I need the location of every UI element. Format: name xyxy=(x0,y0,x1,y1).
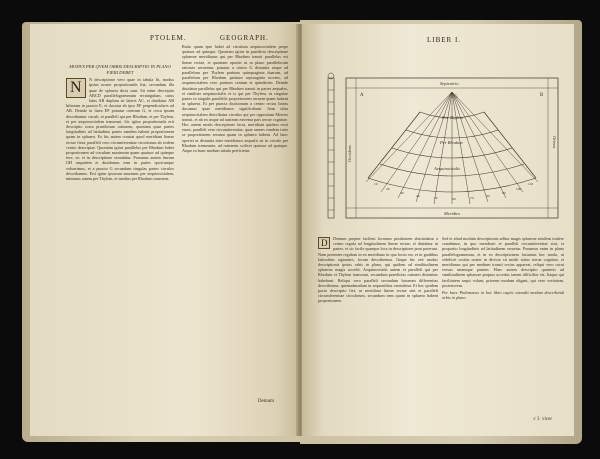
right-column-2-text: Sed et aliud modum descriptionis adhuc magis sphaerae similem tradere conabimur, in quo meridiani et paralleli circumferentiae sint, et proportio longitudinis ad latitudinem seruetur. Ponamus enim in plano parallelogrammum, et in eo descriptionem faciamus hoc modo, ut videlicet oculus noster in directo sit medii totius terrae cognitae, et meridianus qui per medium transit rectus appareat, reliqui vero curui versus utramque partem. Haec autem descriptio quamvis ad similitudinem sphaerae propius accedat, tamen difficilior est. Itaque qui facilitatem sequi volunt, priorem modum eligant, qui vero veritatem, posteriorem. xyxy=(442,236,564,288)
scale-bar xyxy=(328,78,334,218)
svg-text:100: 100 xyxy=(516,187,522,191)
label-meridies: Meridies xyxy=(444,211,460,216)
degree-numbers xyxy=(374,182,533,201)
right-column-2 xyxy=(442,236,564,420)
right-page xyxy=(302,24,574,436)
label-septentrio: Septentrio xyxy=(440,81,459,86)
svg-text:30: 30 xyxy=(400,191,404,195)
right-catchword: vicer xyxy=(542,417,552,422)
left-page xyxy=(30,24,298,436)
dropcap-letter: N xyxy=(70,79,82,97)
marginal-note: Per haec Ptolemaeus in hoc libro capite ostendit modum describendi orbis in plano. xyxy=(442,290,564,301)
label-point-b: B xyxy=(540,93,544,98)
signature-text: c 3 xyxy=(533,417,540,422)
signature-mark xyxy=(534,417,552,422)
svg-text:60: 60 xyxy=(452,197,456,201)
svg-text:70: 70 xyxy=(470,196,474,200)
label-oriens: Oriens xyxy=(552,136,557,149)
svg-text:90: 90 xyxy=(502,191,506,195)
chapter-title: MODVS PER QVEM ORBIS DESCRIPTIO IN PLANO FIERI DEBET xyxy=(69,64,171,75)
left-column-2-text: Ratio quam ipse habet ad circulum aequinoctialem prope quatuor ad quinque. Quoniam igitur in praedicta descriptione sphaerae meridianus qui per Rhodum transit parallelus est lineae rectae, et quoniam oportet ut in plano parallelorum rationes seruentur, ponatur a centro G distantia usque ad parallelum per Thylem partium quinquaginta duarum, ad parallelum per Rhodum partium septuaginta novem, ad aequinoctialem vero partium centum et quindecim. Deinde diuidatur parallelus qui per Rhodum transit in partes aequales, et similiter aequinoctialis et is qui per Thylem, ut singulae partes in singulis parallelis proportionem seruent quam habent in sphaera. Et per puncta diuisionum a centro rectas lineas ducamus quae meridianos significabunt. Item ultra aequinoctialem describatur circulus qui per oppositum Meroes transit, et ab eo usque ad austrum extrema pars terrae cognitae. Hoc autem modo descriptione facta, meridiani quidem recti erunt, paralleli vero circumferentiae, quae omnes eandem inter se proportionem seruant quam in sphaera habent. Ad haec oportet ut distantia inter meridianos aequalis sit in circulo per Rhodum transeunte, ad rationem scilicet quatuor ad quinque. Atque in hunc modum tabula perficietur. xyxy=(182,44,288,154)
svg-text:50: 50 xyxy=(434,196,438,200)
right-column-1 xyxy=(318,236,438,416)
left-column-1 xyxy=(66,64,174,396)
running-head-left: PTOLEM. xyxy=(150,34,187,42)
svg-text:20: 20 xyxy=(386,187,390,191)
right-column-1-text: Demum propter facilem locorum positionem abscindatur a centro regula ad longitudinem lineae rectae, et diuidatur in partes, et sic facile quaeque loca in descriptione poni poterunt. Nam ponentes regulam in eo meridiano in quo locus est, et in gradibus latitudinis signantes, locum describemus. Itaque hic erit modus descriptionis ipsius orbis in plano, qui quidem ad similitudinem sphaerae magis accedit. Aequinoctialis autem et paralleli qui per Rhodum et Thylem transeunt, secundum praedictas rationes distantias habebunt. Reliqui vero paralleli secundum horarum differentias describentur, quemadmodum in sequentibus ostendetur. Et hoc quidem pacto descriptio fiet, ut meridiani lineae rectae sint et paralleli circumferentiae circulorum, secundum eam quam in sphaera habent proportionem. xyxy=(318,236,438,304)
map-projection-figure xyxy=(324,72,564,228)
left-column-2 xyxy=(182,44,288,396)
svg-text:80: 80 xyxy=(486,194,490,198)
svg-text:10: 10 xyxy=(374,182,378,186)
label-point-a: A xyxy=(360,93,364,98)
label-thyle: Per Thylem xyxy=(442,115,463,120)
dropcap-initial-right: D xyxy=(318,237,330,249)
running-head-left-2: GEOGRAPH. xyxy=(220,34,269,42)
label-occidens: Occidens xyxy=(347,145,352,162)
label-aequinoctialis: Aequinoctialis xyxy=(434,166,460,171)
svg-text:110: 110 xyxy=(528,182,534,186)
running-head-right: LIBER I. xyxy=(427,36,462,44)
svg-text:40: 40 xyxy=(416,194,420,198)
label-rhodum: Per Rhodum xyxy=(440,140,463,145)
left-column-1-text: N descriptione vero quae in tabula fit, modus ipsius noster proportionalis fiat, secundum illa quae de sphaera dicta sunt. Sit enim descriptio ABCD parallelogrammum rectangulum, cuius latus AB duplum sit lateris AC, et diuidatur AB bifariam in puncto E, et ducatur ab ipso EF perpendicularis ad AB. Deinde in linea EF ponatur centrum G, et circa ipsum describantur circuli, et paralleli qui per Rhodum, et per Thylem, et per aequinoctialem transeunt. Sic igitur proportionalis erit descriptio iuxta praedictam rationem, quoniam quae partes longitudinis ad latitudinis partes eandem habent proportionem quam in sphaera. Ex his autem constat quod meridiani lineae rectae fient, paralleli vero circumferentiae circulorum ab eodem centro descriptae. Quoniam igitur parallelus per Rhodum habet proportionem ad circulum maximum quam quatuor ad quinque fere, sic et in descriptione seruabitur. Ponamus autem lineam GH aequalem et diuidamus eam in partes quotcunque voluerimus, et a puncto G secundum singulas partes circulos describamus. Erit igitur ipsorum maximus per aequinoctialem, minimus autem per Thylem, et medius per Rhodum transiens. xyxy=(66,77,174,182)
scale-ticks xyxy=(328,90,334,210)
dropcap-initial xyxy=(66,78,86,98)
label-point-g: G xyxy=(454,95,458,100)
left-catchword: Demum xyxy=(257,399,274,404)
